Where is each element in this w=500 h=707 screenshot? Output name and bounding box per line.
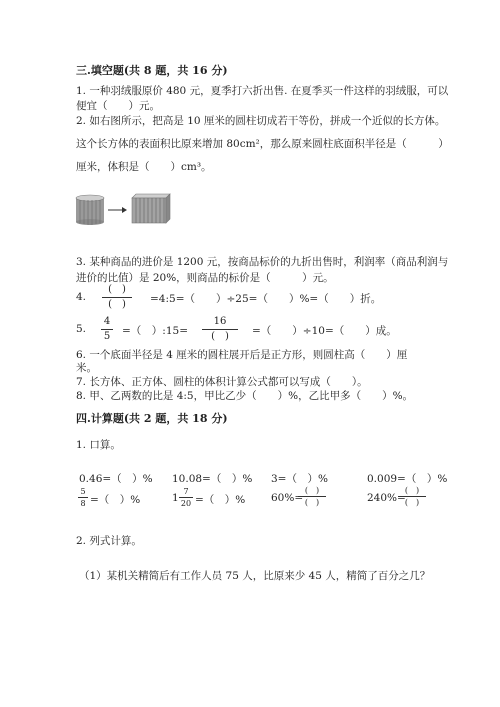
fraction-bar <box>102 297 132 298</box>
oral-calc-item: 10.08=（ ）% <box>172 473 253 485</box>
fraction-bar <box>398 496 426 497</box>
oral-calc-fraction <box>298 486 326 507</box>
question-5-fraction-2 <box>202 316 238 343</box>
question-7-line: 7. 长方体、正方体、圆柱的体积计算公式都可以写成（ ）。 <box>76 376 368 388</box>
question-4-rest: =4:5=（ ）÷25=（ ）%=（ ）折。 <box>150 293 382 305</box>
fraction-denominator: ( ) <box>211 331 229 342</box>
section-3-title: 三.填空题(共 8 题，共 16 分) <box>76 64 228 77</box>
question-2-line-3: 厘米，体积是（ ）cm³。 <box>76 161 212 173</box>
fraction-numerator: 7 <box>183 487 189 496</box>
question-3-line-2: 进价的比值）是 20%，则商品的标价是（ ）元。 <box>76 272 334 284</box>
oral-calc-item: 0.009=（ ）% <box>367 473 448 485</box>
fraction-bar <box>179 497 193 498</box>
question-1-line-2: 便宜（ ）元。 <box>76 100 160 112</box>
question-5-label: 5. <box>76 323 87 335</box>
question-5-fraction-1 <box>101 316 113 343</box>
oral-calc-fraction <box>398 486 426 507</box>
question-6-line: 6. 一个底面半径是 4 厘米的圆柱展开后是正方形，则圆柱高（ ）厘 <box>76 349 408 361</box>
fraction-bar <box>298 496 326 497</box>
oral-calc-fraction <box>78 487 88 508</box>
sub-question-1: 1. 口算。 <box>76 439 121 451</box>
question-6-line-2: 米。 <box>76 362 97 374</box>
oral-calc-item: 3=（ ）% <box>271 473 328 485</box>
fraction-denominator: ( ) <box>108 299 126 310</box>
question-2-line-2: 这个长方体的表面积比原来增加 80cm²，那么原来圆柱底面积半径是（ ） <box>76 138 449 150</box>
fraction-denominator: 20 <box>180 499 192 508</box>
fraction-denominator: ( ) <box>404 498 420 507</box>
oral-calc-item: 0.46=（ ）% <box>79 473 153 485</box>
question-2-line-1: 2. 如右图所示，把高是 10 厘米的圆柱切成若干等份，拼成一个近似的长方体。 <box>76 115 446 127</box>
fraction-denominator: 8 <box>80 499 86 508</box>
fraction-numerator: ( ) <box>108 284 126 295</box>
fraction-bar <box>202 329 238 330</box>
question-1-line-1: 1. 一种羽绒服原价 480 元，夏季打六折出售. 在夏季买一件这样的羽绒服，可以 <box>76 85 449 97</box>
fraction-numerator: ( ) <box>304 486 320 495</box>
section-4-title: 四.计算题(共 2 题，共 18 分) <box>76 412 228 425</box>
question-4-fraction <box>102 284 132 311</box>
question-5-middle: =（ ）:15= <box>122 325 188 337</box>
fraction-numerator: 5 <box>80 487 86 496</box>
oral-calc-fraction <box>179 487 193 508</box>
oral-calc-item: =（ ）% <box>195 494 246 506</box>
cylinder-to-cuboid-figure <box>74 192 174 226</box>
fraction-bar <box>78 497 88 498</box>
oral-calc-item: 240%= <box>367 492 406 504</box>
oral-calc-item: =（ ）% <box>90 494 141 506</box>
sub-question-2: 2. 列式计算。 <box>76 535 142 547</box>
fraction-denominator: 5 <box>103 331 111 342</box>
question-3-line-1: 3. 某种商品的进价是 1200 元，按商品标价的九折出售时，利润率（商品利润与 <box>76 256 449 268</box>
fraction-bar <box>101 329 113 330</box>
fraction-denominator: ( ) <box>304 498 320 507</box>
oral-calc-item: 60%= <box>271 492 304 504</box>
question-4-label: 4. <box>76 291 87 303</box>
fraction-numerator: 16 <box>213 316 227 327</box>
oral-calc-whole: 1 <box>172 492 179 504</box>
fraction-numerator: 4 <box>103 316 111 327</box>
fraction-numerator: ( ) <box>404 486 420 495</box>
word-problem-1: （1）某机关精简后有工作人员 75 人，比原来少 45 人，精简了百分之几？ <box>79 570 431 582</box>
question-8-line: 8. 甲、乙两数的比是 4:5，甲比乙少（ ）%，乙比甲多（ ）%。 <box>76 390 414 402</box>
question-5-rest: =（ ）÷10=（ ）成。 <box>252 325 397 337</box>
